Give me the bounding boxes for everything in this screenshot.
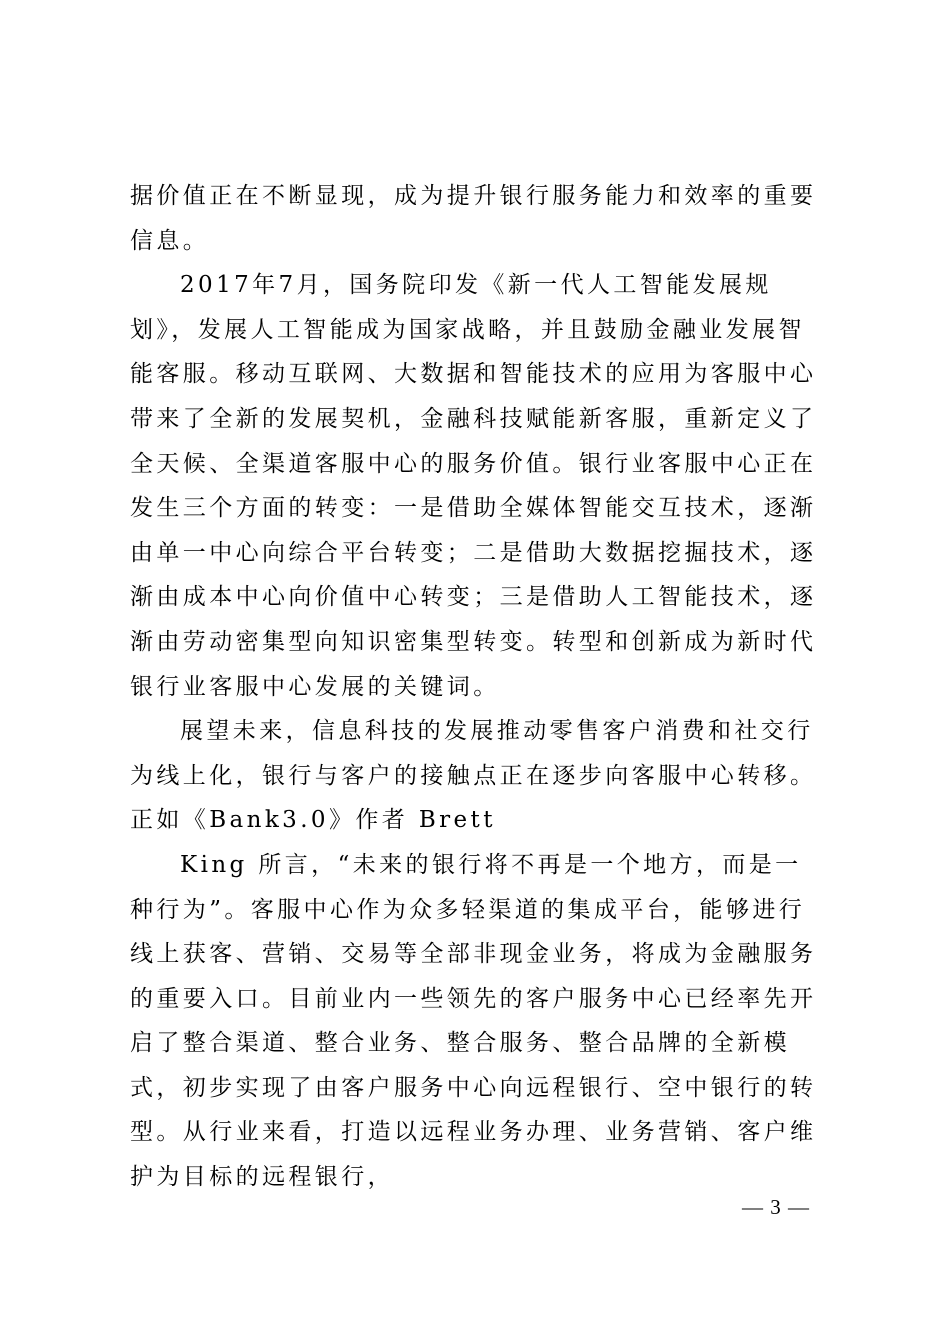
paragraph-3: 展望未来，信息科技的发展推动零售客户消费和社交行为线上化，银行与客户的接触点正在逐步向客服中心转移。正如《Bank3.0》作者 Brett bbox=[130, 718, 817, 834]
paragraph-1: 据价值正在不断显现，成为提升银行服务能力和效率的重要信息。 bbox=[130, 183, 817, 254]
body-text bbox=[130, 174, 820, 1200]
page-number: — 3 — bbox=[742, 1195, 810, 1219]
paragraph-2: 2017年7月，国务院印发《新一代人工智能发展规划》，发展人工智能成为国家战略，并且鼓励金融业发展智能客服。移动互联网、大数据和智能技术的应用为客服中心带来了全新的发展契机，金融科技赋能新客服，重新定义了全天候、全渠道客服中心的服务价值。银行业客服中心正在发生三个方面的转变：一是借助全媒体智能交互技术，逐渐由单一中心向综合平台转变；二是借助大数据挖掘技术，逐渐由成本中心向价值中心转变；三是借助人工智能技术，逐渐由劳动密集型向知识密集型转变。转型和创新成为新时代银行业客服中心发展的关键词。 bbox=[130, 272, 817, 700]
paragraph-4: King 所言，“未来的银行将不再是一个地方，而是一种行为”。客服中心作为众多轻渠道的集成平台，能够进行线上获客、营销、交易等全部非现金业务，将成为金融服务的重要入口。目前业内一些领先的客户服务中心已经率先开启了整合渠道、整合业务、整合服务、整合品牌的全新模式，初步实现了由客户服务中心向远程银行、空中银行的转型。从行业来看，打造以远程业务办理、业务营销、客户维护为目标的远程银行， bbox=[130, 851, 817, 1191]
